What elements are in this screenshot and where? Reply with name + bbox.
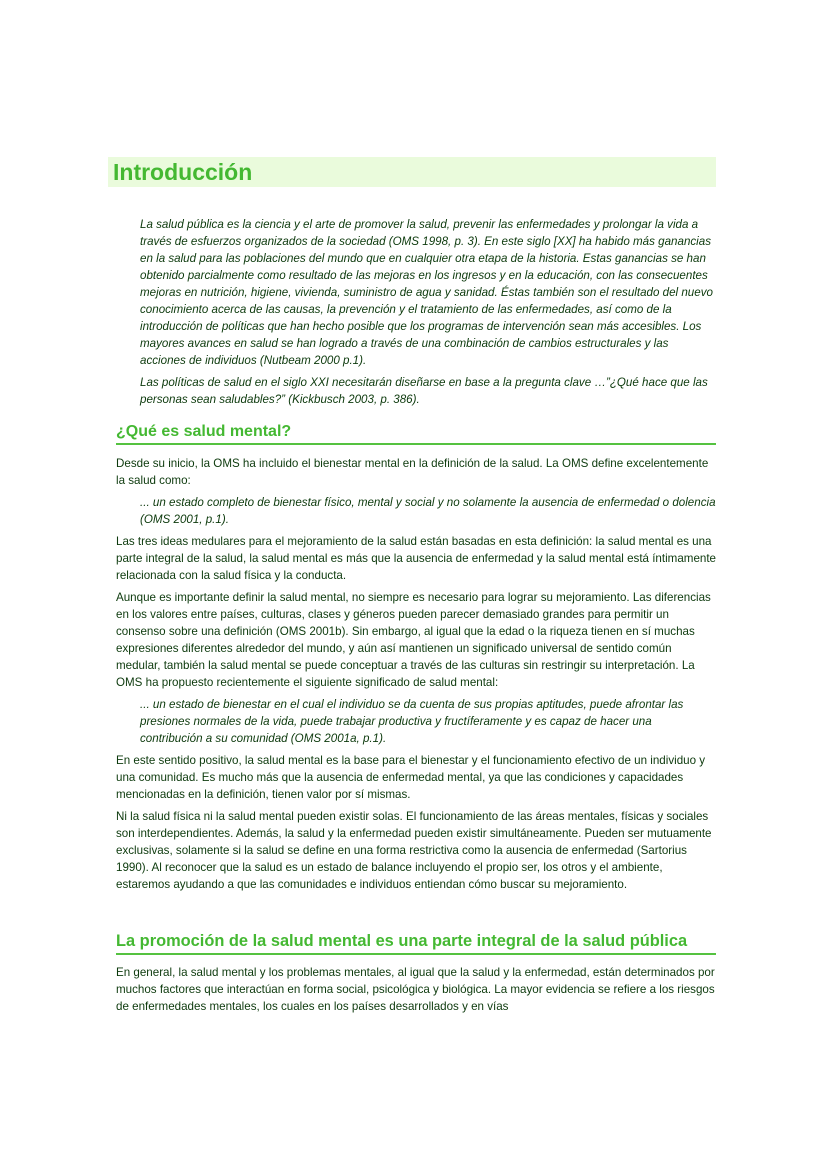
quote-block: ... un estado completo de bienestar físico, mental y social y no solamente la ausencia de enfermedad o dolencia (OMS 2001, p.1). [140, 496, 716, 526]
paragraph: En este sentido positivo, la salud mental es la base para el bienestar y el funcionamiento efectivo de un individuo y una comunidad. Es mucho más que la ausencia de enfermedad mental, ya que las condiciones y capacidades mencionadas en la definición, tienen valor por sí mismas. [116, 754, 706, 801]
quote-block: ... un estado de bienestar en el cual el individuo se da cuenta de sus propias aptitudes, puede afrontar las presiones normales de la vida, puede trabajar productiva y fructíferamente y es capaz de hacer una contribución a su comunidad (OMS 2001a, p.1). [140, 698, 684, 745]
paragraph: En general, la salud mental y los problemas mentales, al igual que la salud y la enfermedad, están determinados por muchos factores que interactúan en forma social, psicológica y biológica. La mayor evidencia se refiere a los riesgos de enfermedades mentales, los cuales en los países desarrollados y en vías [116, 966, 715, 1013]
title-band [108, 157, 716, 187]
section-heading-mental-health: ¿Qué es salud mental? [116, 422, 716, 445]
paragraph: Las tres ideas medulares para el mejoramiento de la salud están basadas en esta definición: la salud mental es una parte integral de la salud, la salud mental es más que la ausencia de enfermedad y la salud mental está íntimamente relacionada con la salud física y la conducta. [116, 535, 717, 582]
intro-paragraph-2: Las políticas de salud en el siglo XXI necesitarán diseñarse en base a la pregunta clave …”¿Qué hace que las personas sean saludables?” (Kickbusch 2003, p. 386). [140, 376, 708, 406]
section-mental-health-body [116, 455, 716, 898]
paragraph: Desde su inicio, la OMS ha incluido el bienestar mental en la definición de la salud. La OMS define excelentemente la salud como: [116, 457, 709, 487]
intro-block [140, 216, 715, 413]
paragraph: Ni la salud física ni la salud mental pueden existir solas. El funcionamiento de las áreas mentales, físicas y sociales son interdependientes. Además, la salud y la enfermedad pueden existir simultáneamente. Pueden ser mutuamente exclusivas, solamente si la salud se define en una forma restrictiva como la ausencia de enfermedad (Sartorius 1990). Al reconocer que la salud es un estado de balance incluyendo el propio ser, los otros y el ambiente, estaremos ayudando a que las comunidades e individuos entiendan cómo buscar su mejoramiento. [116, 810, 712, 891]
section-promotion-body [116, 964, 716, 1020]
paragraph: Aunque es importante definir la salud mental, no siempre es necesario para lograr su mejoramiento. Las diferencias en los valores entre países, culturas, clases y géneros pueden parecer demasiado grandes para permitir un consenso sobre una definición (OMS 2001b). Sin embargo, al igual que la edad o la riqueza tienen en sí muchas expresiones diferentes alrededor del mundo, y aún así mantienen un significado universal de sentido común medular, también la salud mental se puede conceptuar a través de las culturas sin restringir su interpretación. La OMS ha propuesto recientemente el siguiente significado de salud mental: [116, 591, 711, 689]
intro-paragraph-1: La salud pública es la ciencia y el arte de promover la salud, prevenir las enfermedades y prolongar la vida a través de esfuerzos organizados de la sociedad (OMS 1998, p. 3). En este siglo [XX] ha habido más ganancias en la salud para las poblaciones del mundo que en cualquier otra etapa de la historia. Estas ganancias se han obtenido parcialmente como resultado de las mejoras en los ingresos y en la educación, con las consecuentes mejoras en nutrición, higiene, vivienda, suministro de agua y sanidad. Éstas también son el resultado del nuevo conocimiento acerca de las causas, la prevención y el tratamiento de las enfermedades, así como de la introducción de políticas que han hecho posible que los programas de intervención sean más accesibles. Los mayores avances en salud se han logrado a través de una combinación de cambios estructurales y las acciones de individuos (Nutbeam 2000 p.1). [140, 218, 713, 367]
section-heading-promotion: La promoción de la salud mental es una parte integral de la salud pública [116, 931, 716, 955]
page-title: Introducción [113, 159, 253, 185]
